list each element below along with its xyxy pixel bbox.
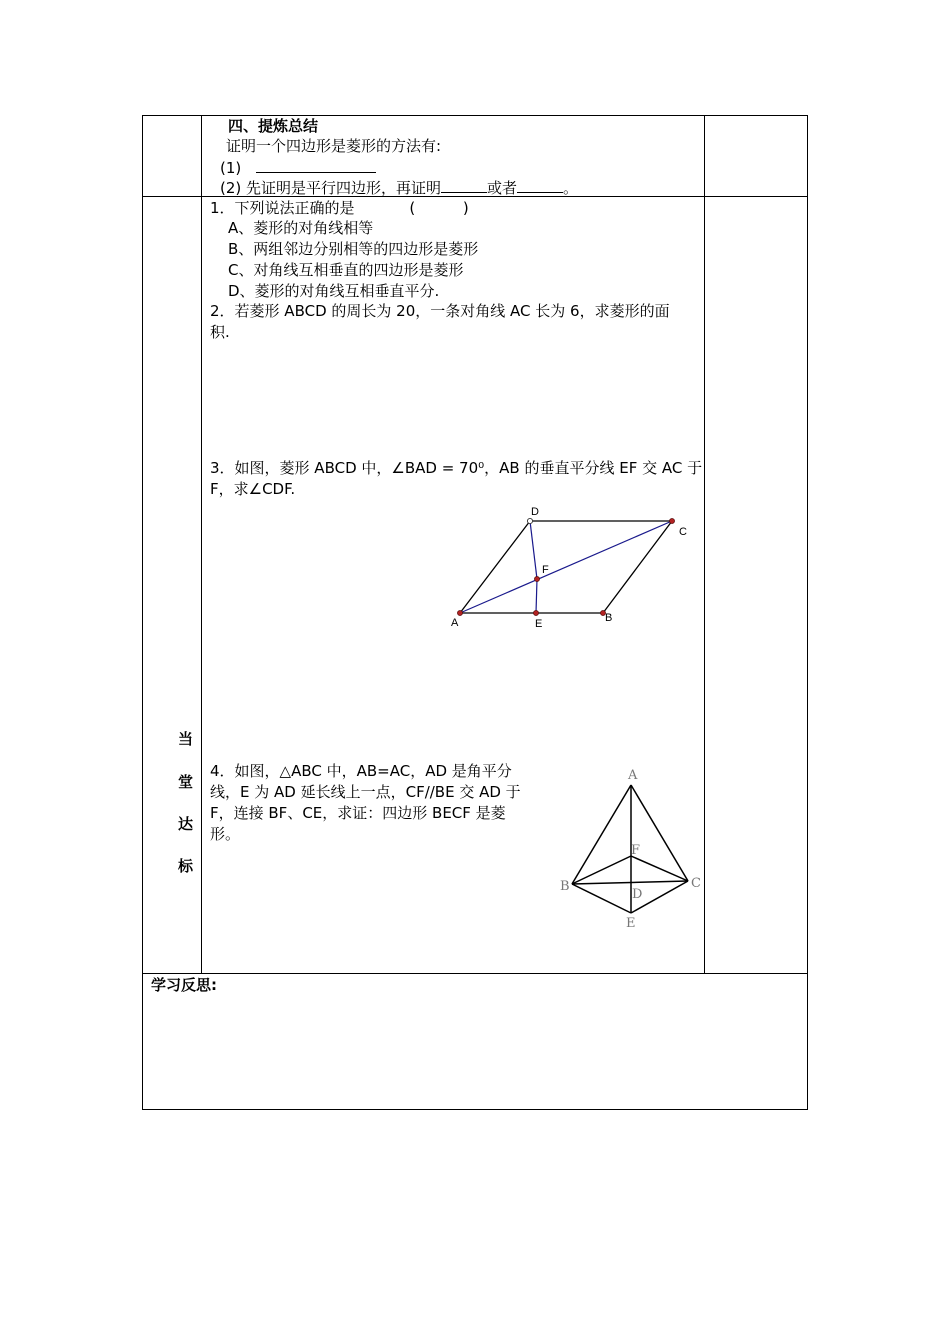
- q2-line-1: 2．若菱形 ABCD 的周长为 20，一条对角线 AC 长为 6，求菱形的面: [210, 302, 670, 320]
- label-f: F: [631, 843, 641, 858]
- method-2: [220, 176, 578, 198]
- triangle-figure: [555, 760, 705, 935]
- q4-line-3: F，连接 BF、CE，求证：四边形 BECF 是菱: [210, 804, 506, 822]
- q2-line-2: 积.: [210, 323, 230, 341]
- label-d: D: [531, 506, 539, 518]
- table-border-right: [807, 115, 808, 1110]
- q1-stem-text: 1．下列说法正确的是: [210, 199, 355, 217]
- side-ac: [631, 785, 688, 881]
- q3-line-2: F，求∠CDF.: [210, 480, 296, 498]
- label-c: C: [679, 526, 687, 538]
- rhombus-figure: [440, 500, 700, 635]
- q1-option-a: A、菱形的对角线相等: [228, 219, 374, 237]
- q1-option-c: C、对角线互相垂直的四边形是菱形: [228, 261, 464, 279]
- label-a: A: [451, 617, 459, 629]
- method-2-blank-1: [441, 176, 487, 193]
- point-a: [457, 610, 462, 615]
- q3-line-1: 3．如图，菱形 ABCD 中，∠BAD = 70⁰，AB 的垂直平分线 EF 交 AC 于: [210, 459, 703, 477]
- section-title: 四、提炼总结: [228, 117, 319, 135]
- segment-ef: [536, 579, 537, 613]
- q1-option-d: D、菱形的对角线互相垂直平分.: [228, 282, 440, 300]
- row-divider-reflection: [142, 973, 808, 974]
- point-f: [534, 576, 539, 581]
- label-c: C: [691, 876, 701, 891]
- label-b: B: [560, 879, 570, 894]
- q4-line-1: 4．如图，△ABC 中，AB=AC，AD 是角平分: [210, 762, 512, 780]
- reflection-label: 学习反思:: [151, 976, 217, 994]
- column-divider-left: [201, 115, 202, 974]
- point-d: [527, 518, 532, 523]
- method-2-or: 或者: [487, 179, 518, 197]
- side-ab: [572, 785, 631, 884]
- side-label-char-2: 堂: [178, 773, 194, 791]
- side-label-char-3: 达: [178, 815, 194, 833]
- diagonal-ac: [460, 521, 672, 613]
- label-a: A: [628, 768, 638, 783]
- side-label-char-4: 标: [178, 857, 194, 875]
- method-2-text: (2) 先证明是平行四边形，再证明: [220, 179, 442, 197]
- table-border-bottom: [142, 1109, 808, 1110]
- section-intro: 证明一个四边形是菱形的方法有:: [226, 137, 442, 155]
- method-1-label: (1): [220, 159, 242, 177]
- point-e: [533, 610, 538, 615]
- q1-stem: [210, 198, 469, 218]
- point-c: [669, 518, 674, 523]
- q1-answer-paren: ( ): [409, 199, 469, 217]
- label-d: D: [632, 887, 643, 902]
- label-e: E: [535, 618, 543, 630]
- label-f: F: [542, 564, 549, 576]
- label-e: E: [626, 916, 636, 931]
- q1-option-b: B、两组邻边分别相等的四边形是菱形: [228, 240, 479, 258]
- method-2-end: 。: [563, 179, 579, 197]
- label-b: B: [605, 612, 613, 624]
- method-1-blank: [256, 156, 376, 173]
- q4-line-2: 线，E 为 AD 延长线上一点，CF//BE 交 AD 于: [210, 783, 521, 801]
- side-label-char-1: 当: [178, 730, 194, 748]
- method-2-blank-2: [517, 176, 563, 193]
- table-border-left: [142, 115, 143, 1110]
- segment-cf: [631, 856, 688, 881]
- method-1: [220, 156, 376, 178]
- segment-df: [530, 521, 537, 579]
- q4-line-4: 形。: [210, 825, 241, 843]
- segment-be: [572, 884, 631, 913]
- side-bc: [572, 881, 688, 884]
